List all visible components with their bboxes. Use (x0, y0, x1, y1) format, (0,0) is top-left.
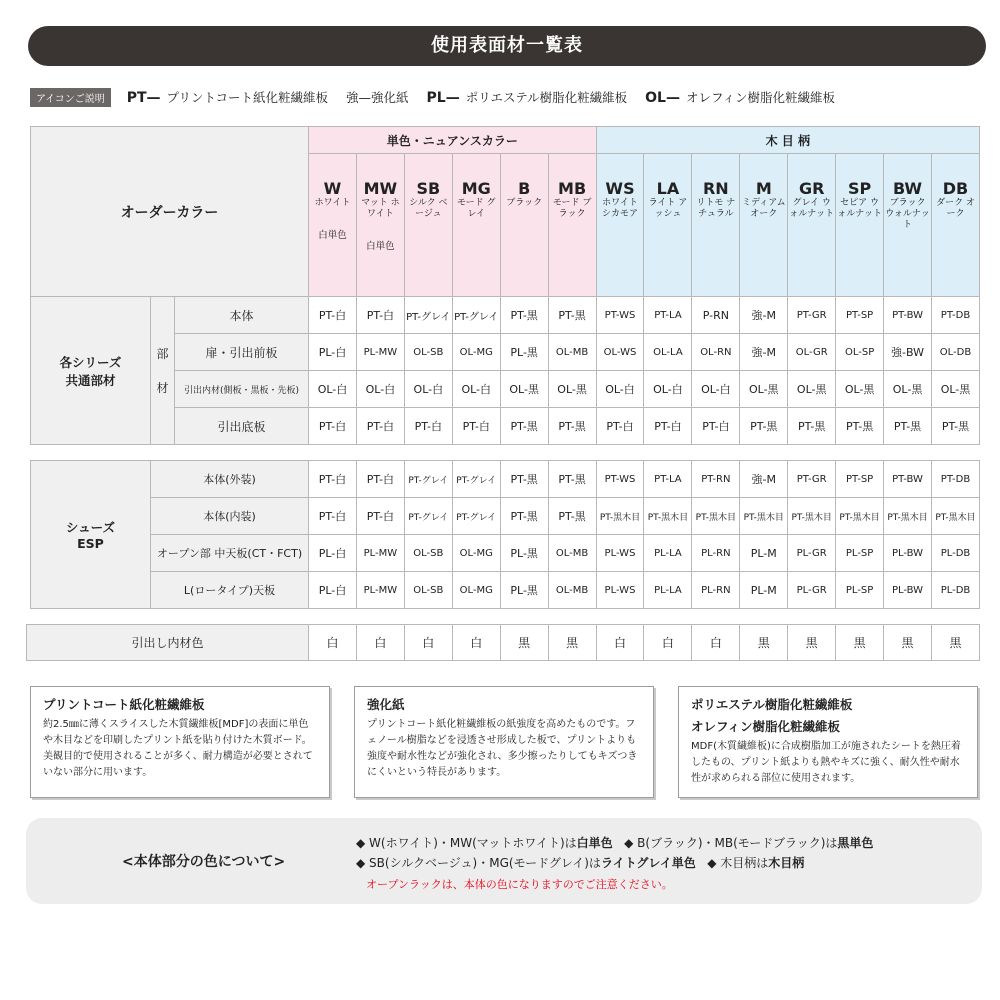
color-code: W (323, 179, 342, 198)
table-cell: PT-SP (836, 297, 884, 334)
table-cell: PL-SP (836, 535, 884, 572)
parts-vertical-label: 部 材 (151, 297, 175, 445)
table-cell: OL-黒 (932, 371, 980, 408)
table-cell: 強-M (740, 297, 788, 334)
color-column-mb (548, 154, 596, 297)
table-cell: PL-SP (836, 572, 884, 609)
notice-warning: オープンラックは、本体の色になりますのでご注意ください。 (366, 878, 673, 891)
color-column-gr (788, 154, 836, 297)
table-cell: 黒 (836, 625, 884, 661)
table-cell: PT-グレイ (404, 297, 452, 334)
table-cell: OL-GR (788, 334, 836, 371)
color-name: モード ブラック (552, 198, 592, 219)
table-cell: PL-黒 (500, 535, 548, 572)
table-cell: PT-白 (692, 408, 740, 445)
table-cell: PT-白 (309, 408, 357, 445)
table-cell: 強-BW (884, 334, 932, 371)
table-cell: PT-BW (884, 297, 932, 334)
table-cell: 黒 (788, 625, 836, 661)
table-cell: 黒 (884, 625, 932, 661)
row-label: 引出内材(側板・黒板・先板) (175, 371, 309, 408)
row-label: オープン部 中天板(CT・FCT) (151, 535, 309, 572)
table-cell: PT-黒木目 (596, 498, 644, 535)
table-cell: OL-黒 (788, 371, 836, 408)
table-cell: PL-LA (644, 572, 692, 609)
table-cell: PT-DB (932, 297, 980, 334)
table-cell: 白 (644, 625, 692, 661)
table-row (31, 535, 980, 572)
table-cell: 白 (692, 625, 740, 661)
table-cell: PT-白 (356, 297, 404, 334)
table-cell: PT-黒 (548, 461, 596, 498)
order-color-header: オーダーカラー (31, 127, 309, 297)
mono-color-note: 白単色 (366, 241, 395, 252)
table-cell: OL-白 (644, 371, 692, 408)
table-cell: PT-黒木目 (884, 498, 932, 535)
pl-ol-explanation-box (678, 686, 978, 798)
table-cell: OL-MB (548, 334, 596, 371)
table-cell: PL-DB (931, 572, 979, 609)
table-cell: OL-LA (644, 334, 692, 371)
table-cell: PT-黒木目 (740, 498, 788, 535)
color-name: ミディアム オーク (741, 198, 786, 219)
table-cell: OL-WS (596, 334, 644, 371)
table-cell: PT-黒 (500, 408, 548, 445)
table-cell: PL-RN (692, 535, 740, 572)
color-code: GR (798, 179, 825, 198)
group-header-row (31, 127, 980, 154)
table-cell: OL-黒 (836, 371, 884, 408)
color-code: RN (702, 179, 729, 198)
table-cell: 黒 (500, 625, 548, 661)
color-name: ライト アッシュ (648, 198, 688, 219)
table-cell: PT-黒 (548, 408, 596, 445)
row-label: 本体(外装) (151, 461, 309, 498)
table-cell: PT-黒 (932, 408, 980, 445)
row-label: L(ロータイプ)天板 (151, 572, 309, 609)
table-cell: PT-白 (356, 461, 404, 498)
table-cell: PL-WS (596, 572, 644, 609)
table-cell: OL-SB (404, 334, 452, 371)
color-column-sb (404, 154, 452, 297)
table-cell: PT-グレイ (452, 498, 500, 535)
color-code: BW (893, 179, 923, 198)
pt-box-body: 約2.5㎜に薄くスライスした木質繊維板[MDF]の表面に単色や木目などを印刷したプリント紙を貼り付けた木質ボード。美観目的で使用されることが多く、耐力構造が必要とされていない部分に用います。 (43, 719, 313, 778)
table-cell: PL-BW (884, 572, 932, 609)
table-row (31, 498, 980, 535)
color-column-sp (836, 154, 884, 297)
table-cell: PT-黒 (788, 408, 836, 445)
table-cell: OL-黒 (548, 371, 596, 408)
legend-item-kyo: 強—強化紙 (346, 90, 409, 105)
table-cell: PT-白 (644, 408, 692, 445)
table-cell: PT-WS (596, 461, 644, 498)
color-code: MW (363, 179, 398, 198)
color-name: リトモ ナチュラル (696, 198, 736, 219)
color-code: DB (942, 179, 969, 198)
table-cell: PT-白 (356, 498, 404, 535)
table-cell: PL-黒 (500, 572, 548, 609)
shoes-esp-table (30, 460, 980, 609)
table-cell: PT-白 (356, 408, 404, 445)
color-name: グレイ ウォルナット (789, 198, 835, 219)
legend-item-ol: OL— オレフィン樹脂化粧繊維板 (645, 90, 835, 106)
table-cell: PL-MW (356, 334, 404, 371)
color-column-mw (356, 154, 404, 297)
color-name: モード グレイ (456, 198, 496, 219)
table-cell: OL-白 (356, 371, 404, 408)
table-cell: PT-黒木目 (836, 498, 884, 535)
color-code: M (755, 179, 772, 198)
table-cell: PT-白 (404, 408, 452, 445)
table-cell: 白 (596, 625, 644, 661)
table-cell: PT-SP (836, 461, 884, 498)
table-cell: OL-白 (309, 371, 357, 408)
row-label: 扉・引出前板 (175, 334, 309, 371)
table-row (31, 461, 980, 498)
table-cell: PT-LA (644, 297, 692, 334)
table-cell: PT-グレイ (452, 297, 500, 334)
wood-grain-group-header: 木 目 柄 (596, 127, 979, 154)
table-cell: 白 (452, 625, 500, 661)
table-cell: PL-GR (788, 535, 836, 572)
color-code: SB (416, 179, 441, 198)
table-cell: PT-グレイ (452, 461, 500, 498)
solid-color-group-header: 単色・ニュアンスカラー (309, 127, 597, 154)
table-cell: PL-RN (692, 572, 740, 609)
table-cell: PL-MW (356, 572, 404, 609)
color-name: ダーク オーク (936, 198, 975, 219)
table-cell: PT-黒木目 (788, 498, 836, 535)
row-label: 引出底板 (175, 408, 309, 445)
color-column-w (309, 154, 357, 297)
table-cell: OL-白 (596, 371, 644, 408)
color-name: ブラック ウォルナット (885, 198, 930, 230)
table-cell: PL-WS (596, 535, 644, 572)
color-code: MG (461, 179, 491, 198)
color-code: B (518, 179, 531, 198)
table-cell: PL-GR (788, 572, 836, 609)
table-cell: PT-黒 (884, 408, 932, 445)
table-cell: OL-白 (452, 371, 500, 408)
color-column-mg (452, 154, 500, 297)
table-cell: PT-GR (788, 297, 836, 334)
table-cell: PT-白 (596, 408, 644, 445)
table-cell: OL-RN (692, 334, 740, 371)
notice-line-2: ◆ SB(シルクベージュ)・MG(モードグレイ)はライトグレイ単色 ◆ 木目柄は木目柄 (356, 856, 805, 870)
table-cell: PL-LA (644, 535, 692, 572)
color-name: マット ホワイト (361, 198, 400, 219)
drawer-inner-color-row (27, 625, 980, 661)
color-code: MB (558, 179, 587, 198)
row-label: 本体 (175, 297, 309, 334)
table-cell: 白 (404, 625, 452, 661)
pl-box-title: ポリエステル樹脂化粧繊維板 (691, 697, 853, 712)
table-cell: PL-M (740, 572, 788, 609)
table-cell: PT-黒木目 (644, 498, 692, 535)
notice-line-1: ◆ W(ホワイト)・MW(マットホワイト)は白単色 ◆ B(ブラック)・MB(モードブラック)は黒単色 (356, 836, 874, 850)
table-cell: PL-白 (309, 572, 357, 609)
table-cell: OL-白 (692, 371, 740, 408)
table-cell: OL-MB (548, 572, 596, 609)
table-cell: OL-MB (548, 535, 596, 572)
table-cell: PL-M (740, 535, 788, 572)
color-name: ブラック (506, 198, 543, 208)
table-row (31, 297, 980, 334)
series-label: 各シリーズ 共通部材 (31, 297, 151, 445)
pl-ol-box-body: MDF(木質繊維板)に合成樹脂加工が施されたシートを熱圧着したもの、プリント紙よりも熱やキズに強く、耐久性や耐水性が求められる部位に使用されます。 (691, 741, 961, 784)
pt-explanation-box (30, 686, 330, 798)
table-row (31, 572, 980, 609)
color-name: ホワイト (314, 198, 351, 208)
table-cell: PL-DB (931, 535, 979, 572)
mono-color-note: 白単色 (318, 230, 347, 241)
table-cell: OL-SB (404, 535, 452, 572)
color-code: LA (656, 179, 680, 198)
table-cell: PT-LA (644, 461, 692, 498)
table-cell: 黒 (931, 625, 979, 661)
table-cell: 強-M (740, 334, 788, 371)
table-cell: PL-黒 (500, 334, 548, 371)
kyo-explanation-box (354, 686, 654, 798)
series-label: シューズ ESP (31, 461, 151, 609)
color-column-la (644, 154, 692, 297)
table-cell: P-RN (692, 297, 740, 334)
table-cell: PT-RN (692, 461, 740, 498)
color-name: シルク ベージュ (409, 198, 448, 219)
color-column-bw (884, 154, 932, 297)
legend-tag: アイコンご説明 (30, 88, 111, 107)
drawer-inner-color-table (26, 624, 980, 661)
table-cell: 黒 (740, 625, 788, 661)
page-title: 使用表面材一覧表 (28, 26, 986, 66)
table-cell: PL-白 (309, 535, 357, 572)
body-color-notice (26, 818, 982, 904)
table-cell: PL-MW (356, 535, 404, 572)
legend-item-pl: PL— ポリエステル樹脂化粧繊維板 (426, 90, 628, 106)
row-label: 本体(内装) (151, 498, 309, 535)
table-cell: OL-黒 (500, 371, 548, 408)
table-cell: PT-黒 (500, 498, 548, 535)
table-cell: PT-WS (596, 297, 644, 334)
table-cell: PL-BW (884, 535, 932, 572)
table-cell: 白 (356, 625, 404, 661)
color-column-ws (596, 154, 644, 297)
table-cell: OL-白 (404, 371, 452, 408)
table-cell: PT-BW (884, 461, 932, 498)
table-cell: OL-MG (452, 334, 500, 371)
table-cell: PT-黒木目 (931, 498, 979, 535)
table-cell: PT-黒 (548, 498, 596, 535)
table-cell: PT-黒木目 (692, 498, 740, 535)
table-cell: PT-DB (931, 461, 979, 498)
table-cell: PT-グレイ (404, 498, 452, 535)
table-cell: PT-黒 (740, 408, 788, 445)
color-name: セピア ウォルナット (837, 198, 883, 219)
table-cell: OL-黒 (884, 371, 932, 408)
table-cell: 強-M (740, 461, 788, 498)
table-cell: PL-白 (309, 334, 357, 371)
kyo-box-title: 強化紙 (367, 697, 405, 712)
color-column-db (932, 154, 980, 297)
table-cell: PT-黒 (836, 408, 884, 445)
table-cell: PT-黒 (500, 297, 548, 334)
color-column-m (740, 154, 788, 297)
table-cell: PT-白 (309, 297, 357, 334)
table-cell: PT-白 (452, 408, 500, 445)
color-column-rn (692, 154, 740, 297)
table-cell: 白 (309, 625, 357, 661)
kyo-box-body: プリントコート紙化粧繊維板の紙強度を高めたものです。フェノール樹脂などを浸透させ形成した板で、プリントよりも強度や耐水性などが強化され、多少擦ったりしてもキズつきにくいという特長があります。 (367, 719, 638, 778)
notice-label: <本体部分の色について> (122, 854, 286, 870)
row-label: 引出し内材色 (27, 625, 309, 661)
color-column-b (500, 154, 548, 297)
table-cell: PT-黒 (548, 297, 596, 334)
pt-box-title: プリントコート紙化粧繊維板 (43, 697, 205, 712)
table-cell: OL-DB (932, 334, 980, 371)
table-cell: OL-MG (452, 572, 500, 609)
color-code: SP (847, 179, 872, 198)
icon-legend (30, 86, 853, 108)
table-cell: 黒 (548, 625, 596, 661)
table-cell: OL-黒 (740, 371, 788, 408)
common-parts-table (30, 126, 980, 445)
table-cell: PT-白 (309, 461, 357, 498)
table-cell: PT-黒 (500, 461, 548, 498)
color-code: WS (605, 179, 635, 198)
table-cell: OL-SB (404, 572, 452, 609)
table-cell: PT-GR (788, 461, 836, 498)
table-cell: OL-SP (836, 334, 884, 371)
table-cell: PT-グレイ (404, 461, 452, 498)
color-name: ホワイト シカモア (602, 198, 639, 219)
table-cell: OL-MG (452, 535, 500, 572)
legend-item-pt: PT— プリントコート紙化粧繊維板 (126, 90, 329, 106)
table-cell: PT-白 (309, 498, 357, 535)
ol-box-title: オレフィン樹脂化粧繊維板 (691, 719, 841, 734)
